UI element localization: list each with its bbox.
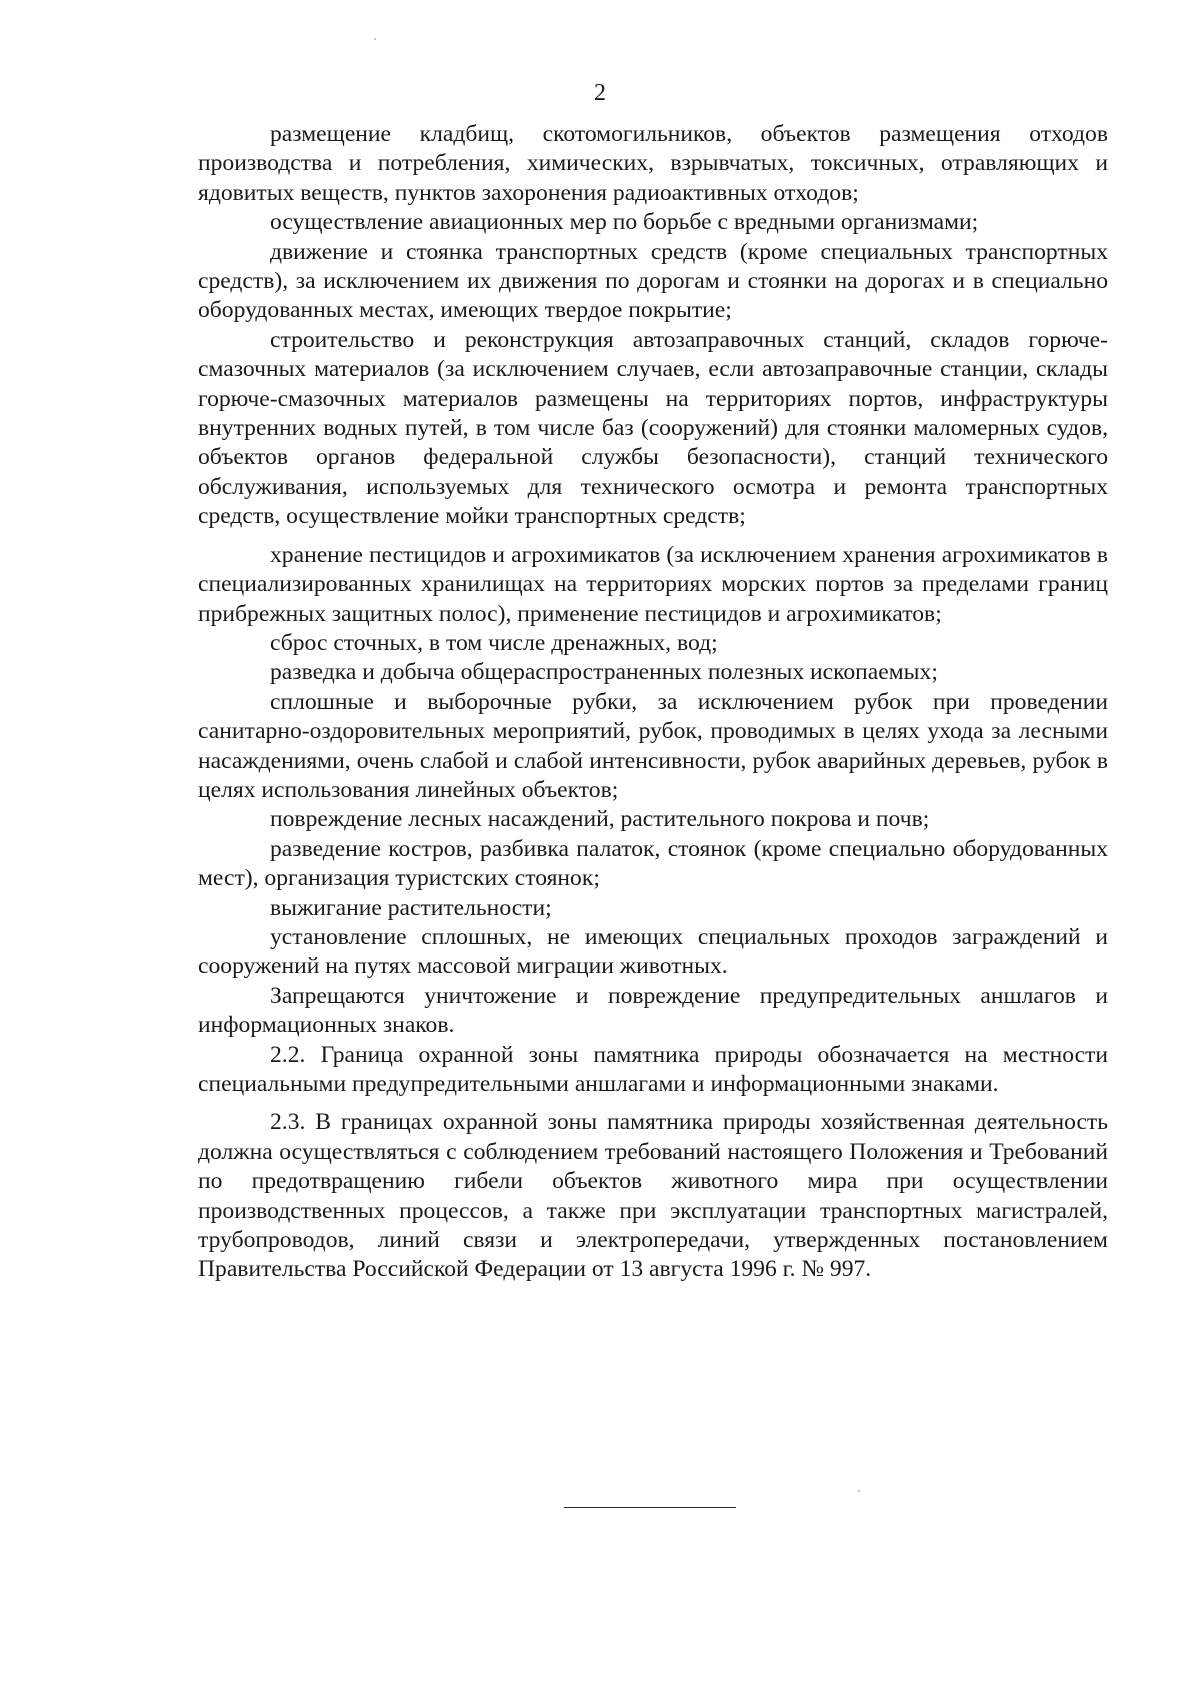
- paragraph-3: движение и стоянка транспортных средств (кроме специальных транспортных средств), за исключением их движения по дорогам и стоянки на дорогах и в специально оборудованных местах, имеющих твердое покрытие;: [198, 238, 1108, 324]
- paragraph-13: Запрещаются уничтожение и повреждение предупредительных аншлагов и информационных знаков.: [198, 982, 1108, 1039]
- paragraph-9: повреждение лесных насаждений, растительного покрова и почв;: [270, 806, 930, 833]
- scan-speck: [374, 38, 376, 40]
- paragraph-11: выжигание растительности;: [270, 894, 552, 921]
- paragraph-7: разведка и добыча общераспространенных полезных ископаемых;: [270, 659, 938, 686]
- paragraph-5: хранение пестицидов и агрохимикатов (за исключением хранения агрохимикатов в специализированных хранилищах на территориях морских портов за пределами границ прибрежных защитных полос), применение пестицидов и агрохимикатов;: [198, 541, 1108, 627]
- page-number: 2: [594, 80, 606, 106]
- end-of-text-rule: [564, 1507, 736, 1508]
- scan-speck: [858, 1490, 860, 1492]
- paragraph-6: сброс сточных, в том числе дренажных, вод;: [270, 629, 718, 656]
- paragraph-4: строительство и реконструкция автозаправочных станций, складов горюче-смазочных материалов (за исключением случаев, если автозаправочные станции, склады горюче-смазочных материалов размещены на территориях портов, инфраструктуры внутренних водных путей, в том числе баз (сооружений) для стоянки маломерных судов, объектов органов федеральной службы безопасности), станций технического обслуживания, используемых для технического осмотра и ремонта транспортных средств, осуществление мойки транспортных средств;: [198, 326, 1108, 530]
- paragraph-8: сплошные и выборочные рубки, за исключением рубок при проведении санитарно-оздоровительных мероприятий, рубок, проводимых в целях ухода за лесными насаждениями, очень слабой и слабой интенсивности, рубок аварийных деревьев, рубок в целях использования линейных объектов;: [198, 688, 1108, 803]
- paragraph-10: разведение костров, разбивка палаток, стоянок (кроме специально оборудованных мест), организация туристских стоянок;: [198, 835, 1108, 892]
- body-text: [198, 120, 1108, 1285]
- paragraph-14: 2.2. Граница охранной зоны памятника природы обозначается на местности специальными предупредительными аншлагами и информационными знаками.: [198, 1041, 1108, 1097]
- paragraph-12: установление сплошных, не имеющих специальных проходов заграждений и сооружений на путях массовой миграции животных.: [198, 923, 1108, 980]
- paragraph-15: 2.3. В границах охранной зоны памятника природы хозяйственная деятельность должна осуществляться с соблюдением требований настоящего Положения и Требований по предотвращению гибели объектов животного мира при осуществлении производственных процессов, а также при эксплуатации транспортных магистралей, трубопроводов, линий связи и электропередачи, утвержденных постановлением Правительства Российской Федерации от 13 августа 1996 г. № 997.: [198, 1109, 1108, 1283]
- paragraph-1: размещение кладбищ, скотомогильников, объектов размещения отходов производства и потребления, химических, взрывчатых, токсичных, отравляющих и ядовитых веществ, пунктов захоронения радиоактивных отходов;: [198, 121, 1108, 206]
- paragraph-2: осуществление авиационных мер по борьбе с вредными организмами;: [270, 209, 979, 236]
